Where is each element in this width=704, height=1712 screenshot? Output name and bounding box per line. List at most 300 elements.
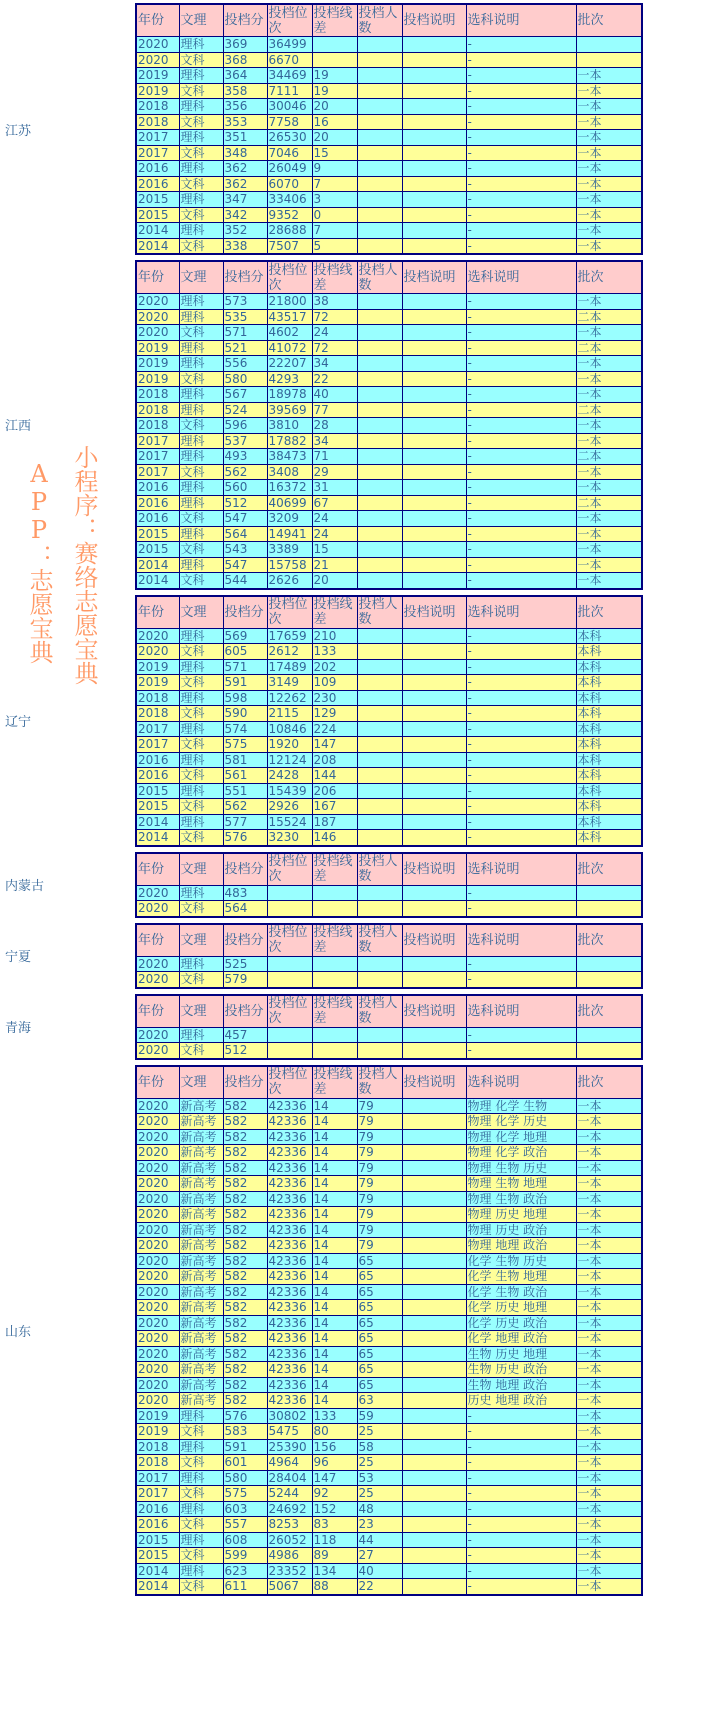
table-cell: 2019	[136, 68, 179, 84]
table-row	[136, 371, 642, 387]
table-cell: 文科	[179, 542, 223, 558]
table-cell	[357, 799, 402, 815]
table-cell: 25390	[267, 1439, 312, 1455]
table-cell: 2015	[136, 526, 179, 542]
table-cell: 2015	[136, 1548, 179, 1564]
table-cell: 72	[312, 340, 357, 356]
table-cell: 12262	[267, 690, 312, 706]
table-cell	[402, 1222, 466, 1238]
table-row	[136, 1563, 642, 1579]
province-section	[0, 595, 704, 847]
table-cell: 521	[223, 340, 267, 356]
table-cell	[402, 752, 466, 768]
column-header: 选科说明	[466, 596, 576, 629]
table-cell: 14	[312, 1114, 357, 1130]
table-cell: 2018	[136, 99, 179, 115]
table-cell: 42336	[267, 1238, 312, 1254]
table-cell	[402, 1098, 466, 1114]
table-cell: 79	[357, 1207, 402, 1223]
province-section	[0, 852, 704, 918]
table-cell: 文科	[179, 238, 223, 254]
table-cell	[357, 511, 402, 527]
table-cell: 一本	[576, 356, 642, 372]
table-cell: 2019	[136, 1424, 179, 1440]
table-cell: -	[466, 721, 576, 737]
table-cell	[357, 387, 402, 403]
table-cell: 34	[312, 356, 357, 372]
column-header: 投档位次	[267, 596, 312, 629]
table-cell: -	[466, 1486, 576, 1502]
table-cell: 理科	[179, 480, 223, 496]
column-header: 选科说明	[466, 924, 576, 957]
table-cell	[402, 1393, 466, 1409]
table-cell	[402, 1408, 466, 1424]
table-cell: 483	[223, 885, 267, 901]
table-row	[136, 1300, 642, 1316]
table-cell: 582	[223, 1377, 267, 1393]
column-header: 投档人数	[357, 1066, 402, 1099]
table-cell	[357, 1027, 402, 1043]
table-cell: 2020	[136, 1207, 179, 1223]
table-cell: 598	[223, 690, 267, 706]
table-cell	[402, 901, 466, 917]
table-cell: 文科	[179, 706, 223, 722]
table-row	[136, 1145, 642, 1161]
table-cell: 新高考	[179, 1346, 223, 1362]
table-cell: 34469	[267, 68, 312, 84]
table-cell: 新高考	[179, 1362, 223, 1378]
table-cell: 2020	[136, 1043, 179, 1059]
table-cell: 352	[223, 223, 267, 239]
table-row	[136, 690, 642, 706]
table-cell: 新高考	[179, 1145, 223, 1161]
table-cell: 167	[312, 799, 357, 815]
table-cell: 2017	[136, 737, 179, 753]
column-header: 投档线差	[312, 596, 357, 629]
table-row	[136, 737, 642, 753]
table-cell: 14	[312, 1362, 357, 1378]
table-cell: -	[466, 433, 576, 449]
table-cell: 40	[357, 1563, 402, 1579]
table-cell: 2020	[136, 1027, 179, 1043]
table-cell: 4602	[267, 325, 312, 341]
table-cell	[357, 130, 402, 146]
table-cell: 理科	[179, 557, 223, 573]
table-row	[136, 1027, 642, 1043]
table-cell: 14	[312, 1253, 357, 1269]
table-cell	[402, 675, 466, 691]
table-cell: 一本	[576, 176, 642, 192]
table-cell: 一本	[576, 1548, 642, 1564]
table-cell	[357, 99, 402, 115]
admission-table	[135, 3, 643, 255]
table-cell: 582	[223, 1098, 267, 1114]
table-cell: -	[466, 99, 576, 115]
table-cell: 新高考	[179, 1191, 223, 1207]
table-cell	[357, 145, 402, 161]
table-cell: 30802	[267, 1408, 312, 1424]
table-cell: 2020	[136, 956, 179, 972]
table-cell: 物理 地理 政治	[466, 1238, 576, 1254]
table-cell: -	[466, 371, 576, 387]
table-cell: 文科	[179, 464, 223, 480]
column-header: 投档人数	[357, 924, 402, 957]
table-cell: 12124	[267, 752, 312, 768]
table-cell: 一本	[576, 573, 642, 589]
table-cell: 14	[312, 1098, 357, 1114]
table-cell: 2020	[136, 901, 179, 917]
table-cell: 63	[357, 1393, 402, 1409]
table-cell	[357, 526, 402, 542]
table-cell: 文科	[179, 799, 223, 815]
table-cell	[357, 690, 402, 706]
table-cell: -	[466, 387, 576, 403]
table-row	[136, 1377, 642, 1393]
table-cell: 新高考	[179, 1393, 223, 1409]
column-header: 投档线差	[312, 4, 357, 37]
table-cell: 551	[223, 783, 267, 799]
table-row	[136, 901, 642, 917]
table-cell: 2020	[136, 1315, 179, 1331]
table-cell: 25	[357, 1455, 402, 1471]
table-cell: 二本	[576, 449, 642, 465]
table-row	[136, 1315, 642, 1331]
table-cell: 29	[312, 464, 357, 480]
table-cell: 文科	[179, 1043, 223, 1059]
table-cell: 文科	[179, 325, 223, 341]
table-cell: 30046	[267, 99, 312, 115]
table-cell	[357, 402, 402, 418]
table-cell	[357, 464, 402, 480]
table-cell: 2016	[136, 1501, 179, 1517]
table-cell: -	[466, 449, 576, 465]
table-cell: 2018	[136, 1455, 179, 1471]
table-row	[136, 628, 642, 644]
table-cell	[402, 83, 466, 99]
table-cell: 96	[312, 1455, 357, 1471]
table-cell: -	[466, 223, 576, 239]
table-cell: 物理 化学 生物	[466, 1098, 576, 1114]
table-row	[136, 1579, 642, 1595]
table-cell: 2020	[136, 1269, 179, 1285]
table-cell: 一本	[576, 1253, 642, 1269]
table-row	[136, 542, 642, 558]
table-cell: 理科	[179, 294, 223, 310]
table-cell	[402, 387, 466, 403]
table-cell: 2014	[136, 238, 179, 254]
table-cell: -	[466, 464, 576, 480]
table-cell	[402, 768, 466, 784]
table-cell: 理科	[179, 1408, 223, 1424]
table-cell: 14	[312, 1300, 357, 1316]
table-cell: 42336	[267, 1160, 312, 1176]
table-cell: 2020	[136, 1129, 179, 1145]
table-cell	[402, 1579, 466, 1595]
table-cell: -	[466, 238, 576, 254]
table-cell: 36499	[267, 37, 312, 53]
table-cell	[402, 573, 466, 589]
table-cell: 582	[223, 1315, 267, 1331]
table-cell: 一本	[576, 1284, 642, 1300]
table-cell	[402, 114, 466, 130]
table-cell: 2020	[136, 1160, 179, 1176]
table-cell: 2020	[136, 1191, 179, 1207]
table-cell	[402, 830, 466, 846]
table-cell: 一本	[576, 1362, 642, 1378]
column-header: 批次	[576, 853, 642, 886]
table-cell: 2020	[136, 52, 179, 68]
table-cell: 2017	[136, 721, 179, 737]
table-cell: -	[466, 480, 576, 496]
table-row	[136, 480, 642, 496]
table-cell: 582	[223, 1300, 267, 1316]
table-header-row	[136, 853, 642, 886]
table-cell: 14	[312, 1284, 357, 1300]
table-cell: 3	[312, 192, 357, 208]
column-header: 投档位次	[267, 995, 312, 1028]
table-cell: 2017	[136, 1470, 179, 1486]
table-cell: 文科	[179, 1548, 223, 1564]
column-header: 文理	[179, 995, 223, 1028]
table-cell: 二本	[576, 402, 642, 418]
column-header: 投档分	[223, 853, 267, 886]
table-cell	[402, 176, 466, 192]
table-cell	[402, 325, 466, 341]
table-cell: 582	[223, 1191, 267, 1207]
column-header: 选科说明	[466, 1066, 576, 1099]
table-cell: 一本	[576, 1346, 642, 1362]
table-row	[136, 1346, 642, 1362]
table-row	[136, 1269, 642, 1285]
table-cell: 理科	[179, 783, 223, 799]
table-row	[136, 1176, 642, 1192]
table-cell: -	[466, 814, 576, 830]
table-cell: 理科	[179, 68, 223, 84]
table-cell: -	[466, 207, 576, 223]
table-cell: 本科	[576, 737, 642, 753]
table-cell: 92	[312, 1486, 357, 1502]
table-cell	[402, 340, 466, 356]
table-cell: 理科	[179, 449, 223, 465]
table-cell: 4964	[267, 1455, 312, 1471]
table-cell	[402, 1284, 466, 1300]
table-cell	[357, 223, 402, 239]
table-cell: 26052	[267, 1532, 312, 1548]
table-cell: -	[466, 402, 576, 418]
table-cell: 理科	[179, 690, 223, 706]
table-cell: 理科	[179, 37, 223, 53]
table-cell: 本科	[576, 830, 642, 846]
table-cell: 10846	[267, 721, 312, 737]
table-cell	[402, 68, 466, 84]
table-cell: 42336	[267, 1098, 312, 1114]
table-cell: 42336	[267, 1362, 312, 1378]
table-row	[136, 325, 642, 341]
table-cell: 15	[312, 145, 357, 161]
table-cell: 28688	[267, 223, 312, 239]
table-cell: -	[466, 130, 576, 146]
table-cell	[402, 52, 466, 68]
table-cell: 582	[223, 1269, 267, 1285]
table-cell: -	[466, 114, 576, 130]
province-section	[0, 923, 704, 989]
table-cell: 一本	[576, 371, 642, 387]
column-header: 选科说明	[466, 853, 576, 886]
table-cell: 42336	[267, 1145, 312, 1161]
table-cell: 79	[357, 1160, 402, 1176]
table-cell: 2014	[136, 557, 179, 573]
table-cell: 一本	[576, 1408, 642, 1424]
table-cell: 5067	[267, 1579, 312, 1595]
table-cell: 2020	[136, 1346, 179, 1362]
table-cell	[312, 52, 357, 68]
table-cell: 369	[223, 37, 267, 53]
table-cell: -	[466, 690, 576, 706]
table-cell: -	[466, 52, 576, 68]
table-cell: 129	[312, 706, 357, 722]
table-cell: 生物 历史 政治	[466, 1362, 576, 1378]
table-cell: 348	[223, 145, 267, 161]
table-row	[136, 99, 642, 115]
table-cell: 14	[312, 1269, 357, 1285]
column-header: 文理	[179, 596, 223, 629]
table-cell: -	[466, 901, 576, 917]
province-section	[0, 3, 704, 255]
table-cell: 新高考	[179, 1098, 223, 1114]
table-row	[136, 1393, 642, 1409]
table-cell	[357, 192, 402, 208]
column-header: 投档说明	[402, 4, 466, 37]
table-cell: 230	[312, 690, 357, 706]
column-header: 投档人数	[357, 4, 402, 37]
table-cell: 2020	[136, 309, 179, 325]
table-cell: 2612	[267, 644, 312, 660]
table-cell: 582	[223, 1253, 267, 1269]
table-cell	[402, 956, 466, 972]
table-cell	[357, 340, 402, 356]
column-header: 投档说明	[402, 596, 466, 629]
table-cell: 362	[223, 176, 267, 192]
table-cell: 582	[223, 1238, 267, 1254]
table-cell	[402, 1517, 466, 1533]
table-cell	[312, 1043, 357, 1059]
table-cell: 48	[357, 1501, 402, 1517]
table-cell: 611	[223, 1579, 267, 1595]
table-row	[136, 721, 642, 737]
table-cell: 575	[223, 737, 267, 753]
table-cell	[576, 37, 642, 53]
table-cell: 文科	[179, 644, 223, 660]
table-cell	[267, 1043, 312, 1059]
table-cell: -	[466, 1408, 576, 1424]
table-cell: 14	[312, 1238, 357, 1254]
table-cell: 新高考	[179, 1129, 223, 1145]
table-cell: 512	[223, 1043, 267, 1059]
table-cell: 202	[312, 659, 357, 675]
table-cell: 一本	[576, 238, 642, 254]
table-cell: 2015	[136, 783, 179, 799]
table-cell: 7	[312, 223, 357, 239]
table-row	[136, 706, 642, 722]
table-cell: 537	[223, 433, 267, 449]
table-cell: 525	[223, 956, 267, 972]
table-row	[136, 52, 642, 68]
table-cell: 理科	[179, 356, 223, 372]
table-cell	[357, 721, 402, 737]
table-cell: -	[466, 176, 576, 192]
table-cell: 2020	[136, 1238, 179, 1254]
table-cell: 19	[312, 83, 357, 99]
table-cell: 42336	[267, 1331, 312, 1347]
table-cell: 新高考	[179, 1207, 223, 1223]
table-cell: 文科	[179, 768, 223, 784]
table-cell: 14	[312, 1393, 357, 1409]
table-cell: 本科	[576, 659, 642, 675]
province-label: 青海	[5, 1021, 32, 1036]
table-cell: 2428	[267, 768, 312, 784]
table-cell	[402, 1548, 466, 1564]
table-cell: 一本	[576, 1470, 642, 1486]
table-cell	[402, 1346, 466, 1362]
table-cell: 65	[357, 1315, 402, 1331]
table-cell: 569	[223, 628, 267, 644]
table-cell: 一本	[576, 294, 642, 310]
table-cell: 一本	[576, 114, 642, 130]
table-cell: 化学 生物 地理	[466, 1269, 576, 1285]
table-row	[136, 130, 642, 146]
table-cell: 9	[312, 161, 357, 177]
table-cell	[267, 885, 312, 901]
table-row	[136, 402, 642, 418]
table-cell	[357, 706, 402, 722]
table-cell	[402, 1129, 466, 1145]
column-header: 投档位次	[267, 261, 312, 294]
table-cell	[402, 644, 466, 660]
table-cell: 文科	[179, 371, 223, 387]
province-label: 江西	[5, 419, 32, 435]
table-cell: 547	[223, 557, 267, 573]
table-header-row	[136, 596, 642, 629]
table-row	[136, 644, 642, 660]
table-cell: 2020	[136, 1098, 179, 1114]
table-cell: 7758	[267, 114, 312, 130]
table-cell: 物理 化学 历史	[466, 1114, 576, 1130]
table-cell: 理科	[179, 956, 223, 972]
column-header: 投档分	[223, 4, 267, 37]
table-cell: 38	[312, 294, 357, 310]
table-cell: -	[466, 752, 576, 768]
table-cell	[357, 114, 402, 130]
table-row	[136, 1501, 642, 1517]
table-cell	[402, 1207, 466, 1223]
table-cell: 2016	[136, 480, 179, 496]
table-cell: 物理 化学 政治	[466, 1145, 576, 1161]
column-header: 选科说明	[466, 995, 576, 1028]
table-cell: 2019	[136, 356, 179, 372]
table-cell	[267, 901, 312, 917]
table-cell: 535	[223, 309, 267, 325]
table-row	[136, 885, 642, 901]
table-cell	[576, 885, 642, 901]
table-cell: 493	[223, 449, 267, 465]
table-cell: -	[466, 83, 576, 99]
table-cell	[357, 325, 402, 341]
table-cell: 2020	[136, 1377, 179, 1393]
table-row	[136, 573, 642, 589]
table-cell	[312, 37, 357, 53]
table-cell: 历史 地理 政治	[466, 1393, 576, 1409]
table-cell: 2015	[136, 192, 179, 208]
